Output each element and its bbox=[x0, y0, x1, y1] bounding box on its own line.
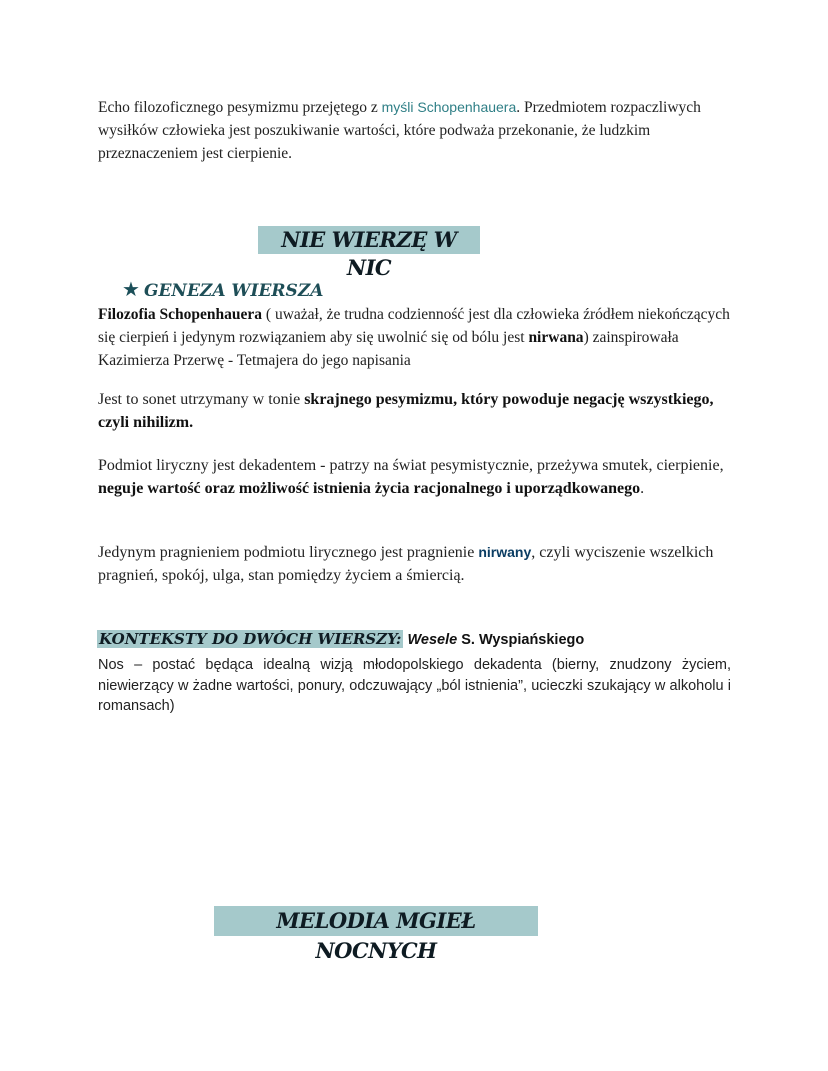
genesis-p1-text-1: ( uważał, że trudna codzienność jest dla człowieka źródłem niekończących się cierpień i jedynym rozwiązaniem aby się uwolnić się od bólu jest bbox=[98, 306, 730, 346]
genesis-p4-text-1: Jedynym pragnieniem podmiotu lirycznego jest pragnienie bbox=[98, 544, 479, 561]
context-label: KONTEKSTY DO DWÓCH WIERSZY: bbox=[99, 630, 402, 648]
intro-highlight: myśli Schopenhauera bbox=[381, 99, 517, 115]
genesis-paragraph-1 bbox=[98, 303, 738, 372]
genesis-p1-bold-1: Filozofia Schopenhauera bbox=[98, 306, 263, 323]
genesis-p3-bold: neguje wartość oraz możliwość istnienia życia racjonalnego i uporządkowanego bbox=[98, 480, 641, 497]
context-heading bbox=[97, 628, 584, 651]
genesis-p4-text-2: , czyli wyciszenie wszelkich pragnień, spokój, ulga, stan pomiędzy życiem a śmiercią. bbox=[98, 544, 714, 584]
star-icon: ★ bbox=[122, 277, 140, 301]
genesis-p3-end: . bbox=[640, 480, 645, 497]
context-paragraph: Nos – postać będąca idealną wizją młodopolskiego dekadenta (bierny, znudzony życiem, niewierzący w żadne wartości, ponury, odczuwający „ból istnienia”, ucieczki szukający w alkoholu i romansach) bbox=[98, 657, 731, 714]
genesis-p3-text: Podmiot liryczny jest dekadentem - patrzy na świat pesymistycznie, przeżywa smutek, cierpienie, bbox=[98, 457, 724, 474]
genesis-p1-bold-2: nirwana bbox=[528, 329, 584, 346]
heading-nie-wierze-w-nic: NIE WIERZĘ W NIC bbox=[258, 226, 480, 254]
genesis-title: GENEZA WIERSZA bbox=[143, 281, 324, 301]
context-work-author: S. Wyspiańskiego bbox=[457, 632, 585, 648]
intro-paragraph bbox=[98, 96, 738, 165]
genesis-p2-bold: skrajnego pesymizmu, który powoduje negację wszystkiego, czyli nihilizm. bbox=[98, 391, 714, 431]
genesis-paragraph-3 bbox=[98, 454, 738, 500]
genesis-paragraph-4 bbox=[98, 541, 738, 587]
heading-melodia-mgiel-nocnych: MELODIA MGIEŁ NOCNYCH bbox=[214, 906, 538, 936]
context-work-title: Wesele bbox=[407, 632, 458, 648]
genesis-p4-highlight: nirwany bbox=[478, 544, 532, 560]
genesis-p1-text-2: ) zainspirowała Kazimierza Przerwę - Tetmajera do jego napisania bbox=[98, 329, 679, 369]
genesis-p2-text: Jest to sonet utrzymany w tonie bbox=[98, 391, 305, 408]
genesis-heading bbox=[122, 276, 323, 302]
intro-text-after: . Przedmiotem rozpaczliwych wysiłków człowieka jest poszukiwanie wartości, które podważa przekonanie, że ludzkim przeznaczeniem jest cierpienie. bbox=[98, 99, 701, 162]
intro-text-before: Echo filozoficznego pesymizmu przejętego z bbox=[98, 99, 382, 116]
genesis-paragraph-2 bbox=[98, 388, 738, 434]
